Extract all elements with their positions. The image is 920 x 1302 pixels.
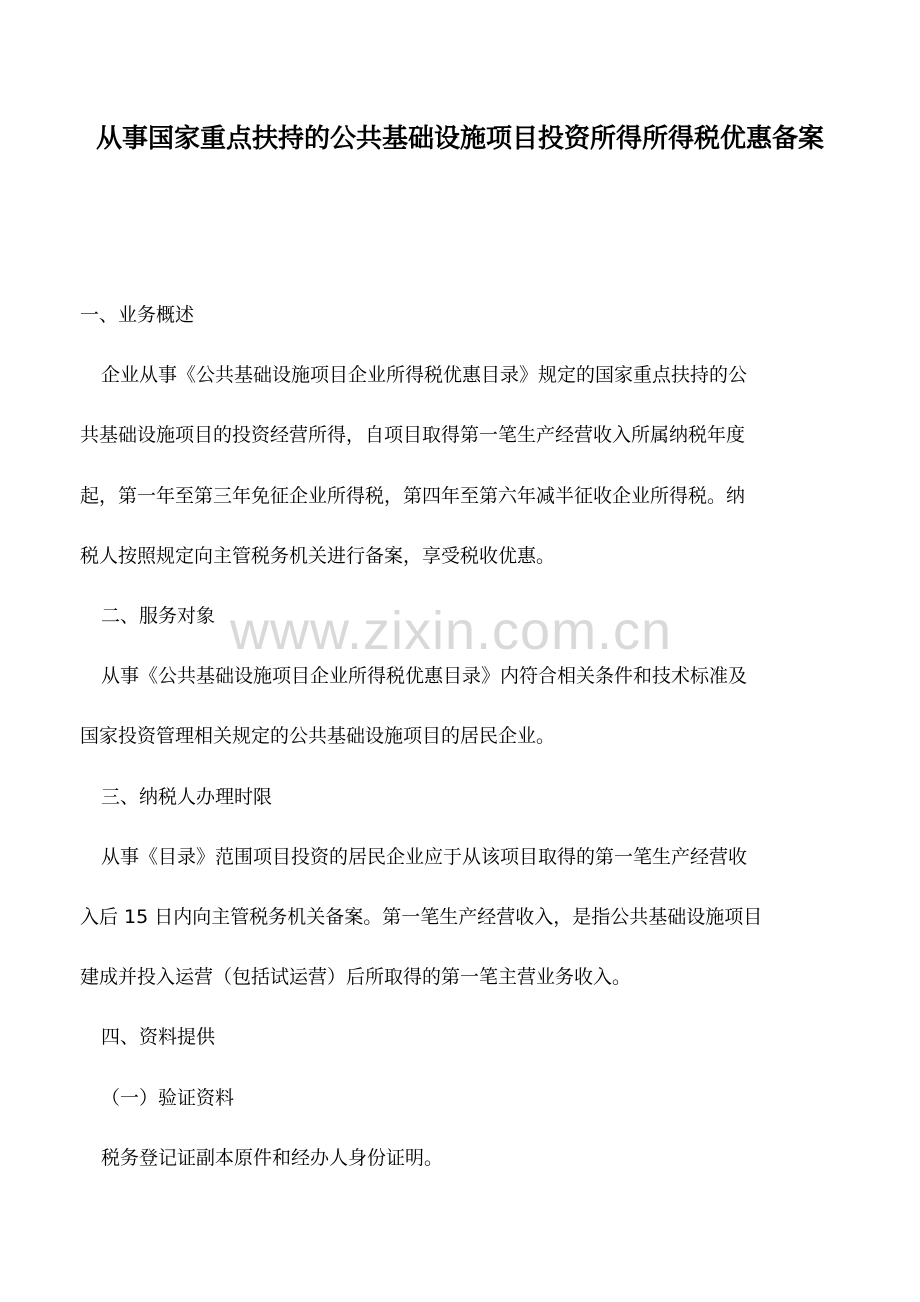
section-heading-materials: 四、资料提供 <box>101 1026 216 1048</box>
paragraph-line: 从事《目录》范围项目投资的居民企业应于从该项目取得的第一笔生产经营收 <box>101 846 748 868</box>
section-heading-overview: 一、业务概述 <box>80 304 195 326</box>
watermark: www.zixin.com.cn <box>230 601 673 661</box>
paragraph-line: 税人按照规定向主管税务机关进行备案，享受税收优惠。 <box>80 545 556 567</box>
paragraph-line: 共基础设施项目的投资经营所得，自项目取得第一笔生产经营收入所属纳税年度 <box>80 424 746 446</box>
section-heading-time-limit: 三、纳税人办理时限 <box>101 786 273 808</box>
paragraph-line: 建成并投入运营（包括试运营）后所取得的第一笔主营业务收入。 <box>80 966 632 988</box>
paragraph-line: 国家投资管理相关规定的公共基础设施项目的居民企业。 <box>80 725 556 747</box>
paragraph-line: 从事《公共基础设施项目企业所得税优惠目录》内符合相关条件和技术标准及 <box>101 665 748 687</box>
section-heading-service-target: 二、服务对象 <box>101 605 216 627</box>
paragraph-line: 起，第一年至第三年免征企业所得税，第四年至第六年减半征收企业所得税。纳 <box>80 485 746 507</box>
paragraph-line: 入后 15 日内向主管税务机关备案。第一笔生产经营收入，是指公共基础设施项目 <box>80 906 763 928</box>
paragraph-line: 企业从事《公共基础设施项目企业所得税优惠目录》规定的国家重点扶持的公 <box>101 364 748 386</box>
document-title: 从事国家重点扶持的公共基础设施项目投资所得所得税优惠备案 <box>95 124 824 154</box>
paragraph-line: 税务登记证副本原件和经办人身份证明。 <box>101 1147 444 1169</box>
subsection-heading-verification: （一）验证资料 <box>101 1087 235 1109</box>
